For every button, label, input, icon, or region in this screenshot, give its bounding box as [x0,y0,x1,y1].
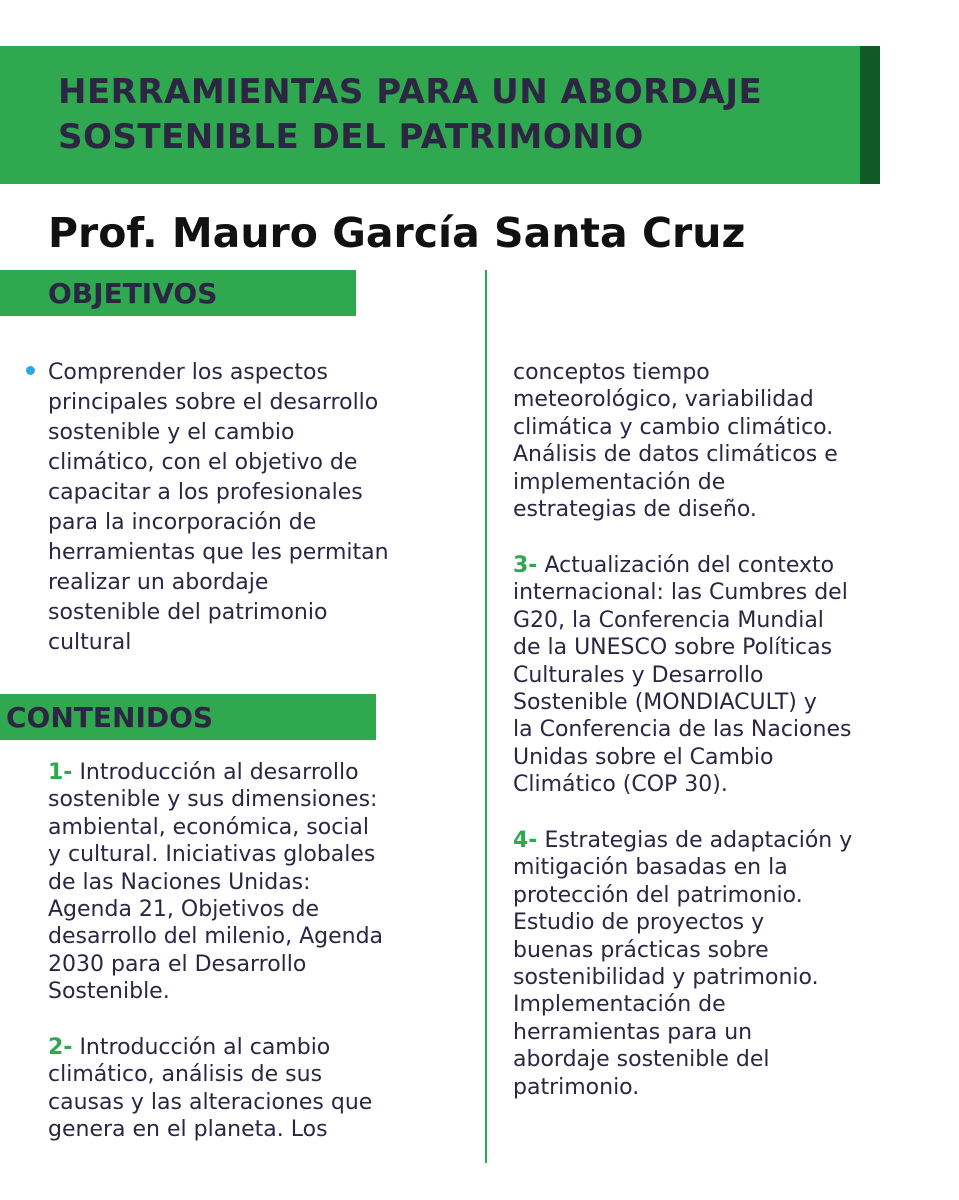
contenido-line: Culturales y Desarrollo [513,662,764,688]
contenido-line: herramientas para un [513,1019,753,1045]
contenido-line: Estudio de proyectos y [513,910,765,936]
contenido-item-3 [513,552,851,799]
page-title-line-2: SOSTENIBLE DEL PATRIMONIO [58,117,644,157]
contenido-line: G20, la Conferencia Mundial [513,607,824,633]
objetivo-item [48,358,389,658]
contenido-line: mitigación basadas en la [513,855,788,881]
contenido-line [513,552,851,579]
contenidos-heading: CONTENIDOS [6,701,214,734]
contenido-number: 2- [48,1035,73,1060]
contenido-item-4 [513,827,852,1101]
contenido-line: de las Naciones Unidas: [48,869,311,895]
contenido-text: Introducción al cambio [72,1035,331,1060]
objetivo-line: para la incorporación de [48,510,317,535]
objetivo-line: principales sobre el desarrollo [48,390,379,415]
contenido-line: Sostenible. [48,979,170,1005]
contenido-line: Agenda 21, Objetivos de [48,897,320,923]
contenido-line: climático, análisis de sus [48,1062,323,1088]
contenido-line: buenas prácticas sobre [513,937,769,963]
objetivo-line: capacitar a los profesionales [48,480,363,505]
contenido-line: y cultural. Iniciativas globales [48,842,376,868]
contenido-line: sostenibilidad y patrimonio. [513,965,819,991]
contenido-line: la Conferencia de las Naciones [513,717,852,743]
contenido-line: Implementación de [513,992,726,1018]
contenido-number: 4- [513,828,538,853]
objetivo-line: climático, con el objetivo de [48,450,358,475]
contenido-line: genera en el planeta. Los [48,1117,328,1143]
contenido-item-2-continued [513,359,838,523]
contenido-text: Estrategias de adaptación y [537,828,853,853]
contenido-line: protección del patrimonio. [513,882,803,908]
bullet-dot-icon [26,366,35,375]
contenido-line: Sostenible (MONDIACULT) y [513,690,817,716]
page-title [58,70,838,160]
contenido-item-2 [48,1034,372,1144]
contenido-line [513,827,852,854]
contenido-line: patrimonio. [513,1074,640,1100]
contenido-line: Análisis de datos climáticos e [513,442,838,468]
contenido-line: 2030 para el Desarrollo [48,951,307,977]
contenido-line: Unidas sobre el Cambio [513,744,774,770]
contenido-line: estrategias de diseño. [513,497,757,523]
contenido-text: Introducción al desarrollo [72,760,359,785]
contenido-line: abordaje sostenible del [513,1047,770,1073]
objetivo-line: realizar un abordaje [48,570,269,595]
contenido-line: sostenible y sus dimensiones: [48,787,378,813]
contenido-number: 3- [513,553,538,578]
contenido-line: conceptos tiempo [513,360,710,385]
contenido-line: meteorológico, variabilidad [513,387,814,413]
objetivo-line: cultural [48,630,132,655]
contenido-text: Actualización del contexto [537,553,835,578]
objetivo-line: sostenible y el cambio [48,420,295,445]
contenido-line [48,1034,372,1061]
objetivo-line: herramientas que les permitan [48,540,389,565]
objetivo-line: Comprender los aspectos [48,360,328,385]
column-divider [485,270,487,1163]
contenido-line: de la UNESCO sobre Políticas [513,635,833,661]
contenido-item-1 [48,759,383,1006]
contenido-line: internacional: las Cumbres del [513,580,848,606]
contenido-line: ambiental, económica, social [48,814,369,840]
contenido-line: climática y cambio climático. [513,414,834,440]
author-name: Prof. Mauro García Santa Cruz [48,209,746,257]
contenido-line: causas y las alteraciones que [48,1089,373,1115]
contenido-number: 1- [48,760,73,785]
objetivos-heading: OBJETIVOS [48,277,218,310]
objetivo-line: sostenible del patrimonio [48,600,328,625]
title-banner-accent [860,46,880,184]
page-title-line-1: HERRAMIENTAS PARA UN ABORDAJE [58,72,763,112]
contenido-line: implementación de [513,469,726,495]
contenido-line: desarrollo del milenio, Agenda [48,924,384,950]
contenido-line: Climático (COP 30). [513,772,728,798]
contenido-line [48,759,383,786]
